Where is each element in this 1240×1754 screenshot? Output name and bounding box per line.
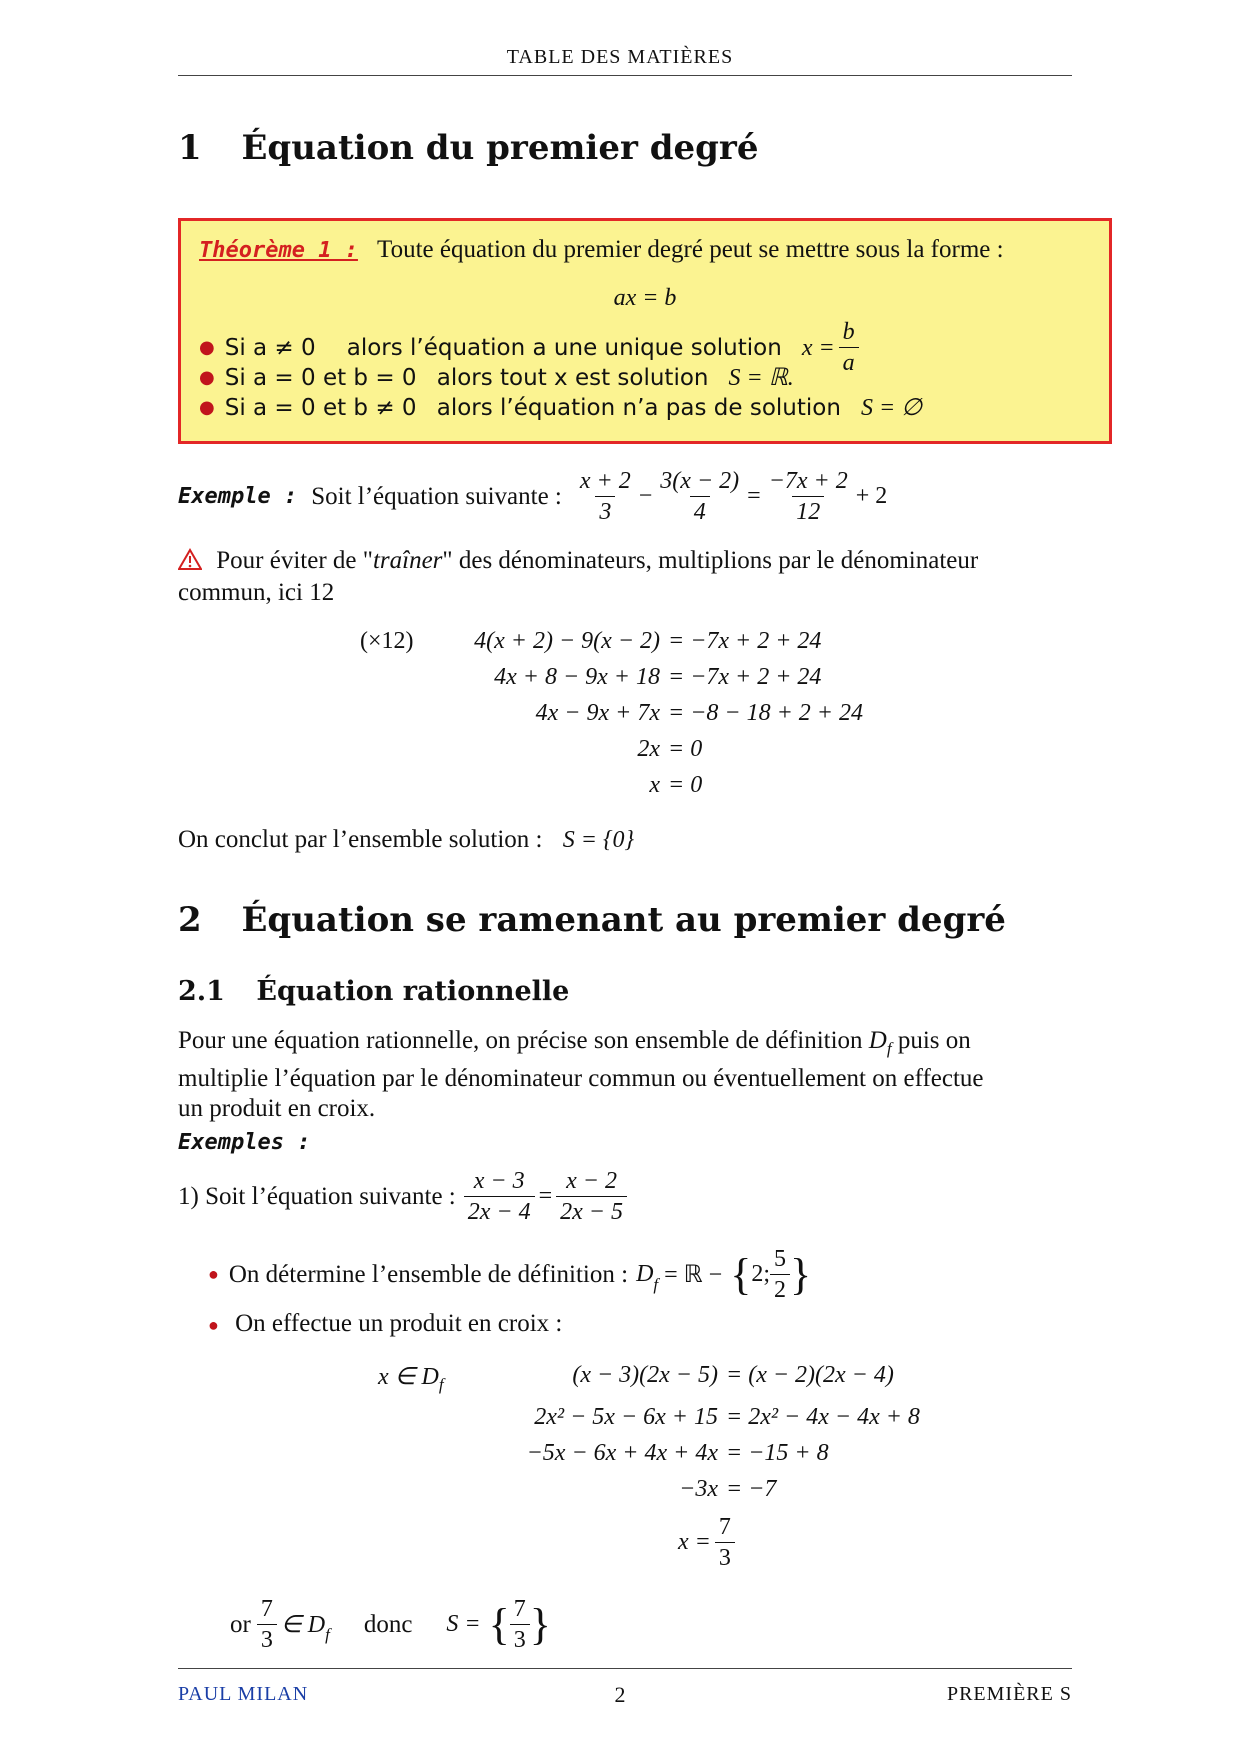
subsection-paragraph (178, 1026, 1078, 1124)
section-1-heading (178, 128, 758, 168)
section-title: Équation se ramenant au premier degré (241, 900, 1006, 940)
theorem-case-2 (199, 363, 794, 393)
section-number: 2 (178, 900, 202, 940)
warning-note (178, 546, 1078, 608)
page-number: 2 (614, 1682, 626, 1707)
case-result: S = ℝ. (728, 365, 794, 391)
step-row: 2x (637, 736, 660, 762)
warning-icon (178, 548, 202, 578)
domain-subscript: f (653, 1275, 659, 1294)
donc-text: donc (363, 1610, 413, 1638)
example-fraction-3: $\frac{-7x + 2}{12}$ (768, 468, 848, 525)
bullet-text: On détermine l’ensemble de définition : (228, 1260, 629, 1288)
example-fraction-2: $\frac{3(x - 2)}{4}$ (660, 468, 740, 525)
operator-equals: = (747, 483, 761, 509)
domain-symbol: D (636, 1261, 654, 1287)
case-condition: Si a = 0 et b ≠ 0 (224, 395, 417, 421)
bullet-icon: ● (208, 1264, 219, 1284)
bullet-icon: ● (199, 397, 215, 418)
theorem-box (178, 218, 1112, 444)
case-condition: Si a ≠ 0 (224, 334, 316, 361)
step-row: −5x − 6x + 4x + 4x (526, 1440, 718, 1466)
left-brace: { (488, 1599, 510, 1649)
subsection-number: 2.1 (178, 976, 225, 1007)
section-2-heading (178, 900, 1006, 940)
in-domain: ∈ D (280, 1612, 326, 1638)
subsection-title: Équation rationnelle (256, 976, 570, 1007)
paragraph-line-3: un produit en croix. (178, 1095, 376, 1122)
bullet-icon: ● (199, 367, 215, 388)
example-intro: Soit l’équation suivante : (311, 482, 562, 510)
section-title: Équation du premier degré (241, 128, 759, 168)
step-row-rhs: = −15 + 8 (726, 1440, 829, 1466)
step-row-rhs: = −8 − 18 + 2 + 24 (668, 700, 863, 726)
or-fraction: $\frac{7}{3}$ (257, 1594, 277, 1655)
step-row-rhs: = 2x² − 4x − 4x + 8 (726, 1404, 920, 1430)
step-row-rhs: = −7 (726, 1476, 777, 1502)
domain-condition: x ∈ $D_f$ (378, 1364, 444, 1394)
step-row: 4(x + 2) − 9(x − 2) (474, 628, 660, 654)
cross-product-bullet (208, 1310, 562, 1338)
case-result-lhs: x = (801, 334, 835, 361)
case-condition: Si a = 0 et b = 0 (224, 365, 417, 391)
section-number: 1 (178, 128, 202, 168)
case-conclusion: alors tout x est solution (436, 365, 709, 391)
bullet-text: On effectue un produit en croix : (235, 1310, 563, 1337)
step-row: 4x + 8 − 9x + 18 (494, 664, 660, 690)
example-1-fraction-1: $\frac{x - 3}{2x - 4}$ (464, 1166, 535, 1227)
example-1-line (178, 1166, 631, 1227)
footer-class: PREMIÈRE S (946, 1683, 1072, 1705)
step-row-rhs: = 0 (668, 772, 703, 798)
footer-rule (178, 1668, 1072, 1669)
steps-prefix: (×12) (360, 628, 414, 654)
theorem-text: Toute équation du premier degré peut se mettre sous la forme : (377, 236, 1004, 263)
domain-bullet (208, 1244, 811, 1305)
paragraph-text: puis on (897, 1027, 971, 1054)
domain-subscript: f (886, 1039, 892, 1058)
example-1-fraction-2: $\frac{x - 2}{2x - 5}$ (556, 1166, 627, 1227)
example-1-intro: 1) Soit l’équation suivante : (178, 1182, 456, 1210)
left-brace: { (730, 1249, 752, 1299)
right-brace: } (529, 1599, 551, 1649)
step-row: −3x (679, 1476, 718, 1502)
domain-value: 2; (751, 1261, 771, 1287)
step-row: (x − 3)(2x − 5) (572, 1362, 718, 1388)
final-solution (230, 1594, 551, 1655)
step-row: 4x − 9x + 7x (535, 700, 660, 726)
running-header: TABLE DES MATIÈRES (506, 46, 734, 68)
paragraph-text: Pour une équation rationnelle, on précise son ensemble de définition (178, 1027, 863, 1054)
bullet-icon: ● (199, 336, 215, 358)
right-brace: } (790, 1249, 812, 1299)
example-fraction-1: $\frac{x + 2}{3}$ (579, 468, 631, 525)
step-row-rhs: = 0 (668, 736, 703, 762)
step-row-rhs: = (x − 2)(2x − 4) (726, 1362, 894, 1388)
example-line (178, 466, 887, 527)
footer-author: PAUL MILAN (178, 1683, 309, 1705)
theorem-case-3 (199, 393, 922, 423)
domain-symbol: D (868, 1027, 887, 1054)
theorem-label: Théorème 1 : (199, 238, 358, 263)
warning-text-line2: commun, ici 12 (178, 579, 335, 606)
bullet-icon: ● (208, 1315, 219, 1335)
theorem-formula: ax = b (613, 285, 677, 311)
final-fraction: $\frac{7}{3}$ (715, 1512, 735, 1573)
conclusion-text: On conclut par l’ensemble solution : (178, 826, 543, 853)
warning-italic: traîner (372, 547, 443, 574)
operator-equals: = (538, 1183, 553, 1209)
operator-minus: − (638, 483, 653, 509)
final-step: x = $\frac{7}{3}$ (678, 1512, 739, 1573)
paragraph-line-2: multiplie l’équation par le dénominateur commun ou éventuellement on effectue (178, 1065, 984, 1092)
cross-product-steps (0, 1362, 1240, 1571)
examples-label: Exemples : (178, 1130, 311, 1155)
equation-steps (0, 628, 1240, 808)
domain-fraction: $\frac{5}{2}$ (770, 1244, 790, 1305)
case-result-fraction: $\frac{b}{a}$ (839, 317, 859, 378)
solution-fraction: $\frac{7}{3}$ (510, 1594, 530, 1655)
warning-text: Pour éviter de " (216, 547, 373, 574)
example-label: Exemple : (178, 484, 298, 509)
header-rule (178, 75, 1072, 76)
step-row: 2x² − 5x − 6x + 15 (534, 1404, 718, 1430)
or-text: or (230, 1610, 251, 1638)
case-conclusion: alors l’équation a une unique solution (346, 334, 782, 361)
case-conclusion: alors l’équation n’a pas de solution (436, 395, 841, 421)
case-result: S = ∅ (860, 395, 923, 421)
step-row: x (649, 772, 660, 798)
plus-two: + 2 (855, 483, 888, 509)
step-row-rhs: = −7x + 2 + 24 (668, 664, 822, 690)
warning-text-2: " des dénominateurs, multiplions par le dénominateur (442, 547, 979, 574)
domain-subscript: f (325, 1625, 330, 1644)
conclusion-line (178, 826, 634, 854)
solution-lhs: S = (446, 1611, 481, 1637)
domain-minus: = ℝ − (664, 1262, 723, 1288)
subsection-2-1-heading (178, 976, 569, 1007)
solution-set: S = {0} (562, 827, 635, 853)
step-row-rhs: = −7x + 2 + 24 (668, 628, 822, 654)
